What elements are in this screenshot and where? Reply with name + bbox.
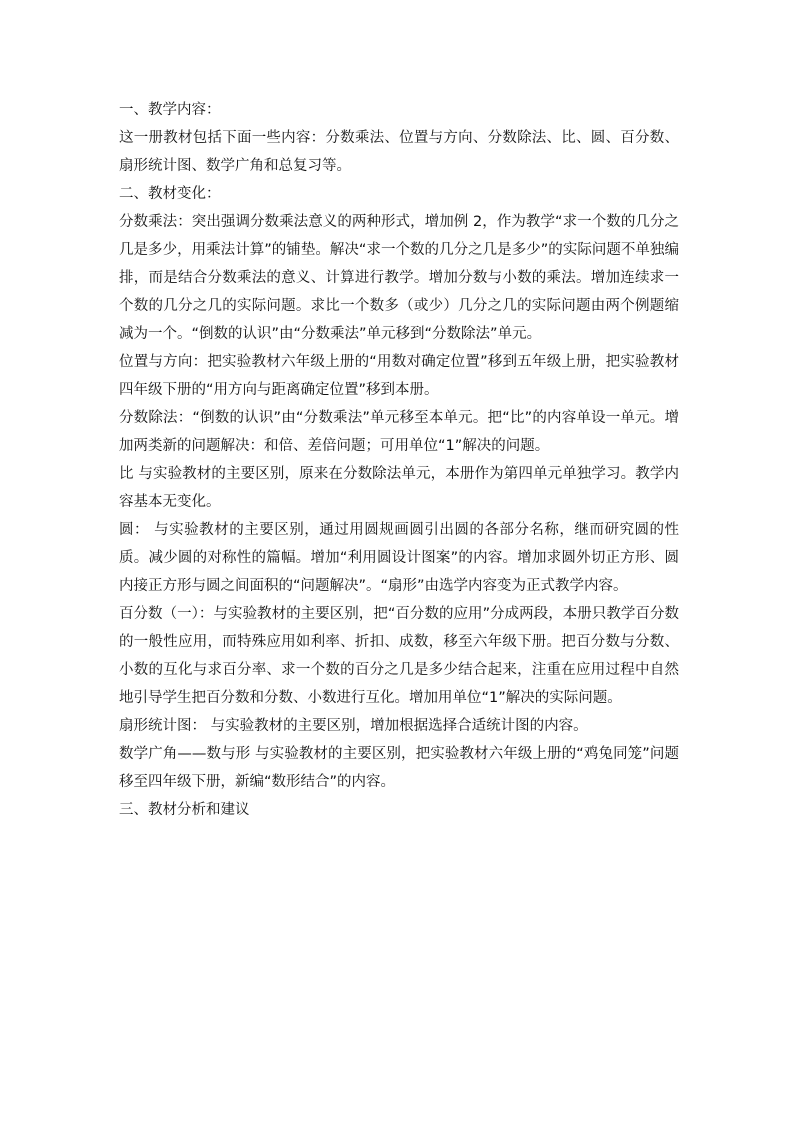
section-heading-teaching-content: 一、教学内容： [119,102,221,118]
paragraph-fraction-multiplication: 分数乘法：突出强调分数乘法意义的两种形式，增加例 2，作为教学“求一个数的几分之几是多少，用乘法计算”的铺垫。解决“求一个数的几分之几是多少”的实际问题不单独编排，而是结合分数乘法的意义、计算进行教学。增加分数与小数的乘法。增加连续求一个数的几分之几的实际问题。求比一个数多（或少）几分之几的实际问题由两个例题缩减为一个。“倒数的认识”由“分数乘法”单元移到“分数除法”单元。 [119,214,679,342]
paragraph-content-list: 这一册教材包括下面一些内容：分数乘法、位置与方向、分数除法、比、圆、百分数、扇形统计图、数学广角和总复习等。 [119,130,679,174]
paragraph-fraction-division: 分数除法：“倒数的认识”由“分数乘法”单元移至本单元。把“比”的内容单设一单元。增加两类新的问题解决：和倍、差倍问题；可用单位“1”解决的问题。 [119,410,679,454]
document-body [119,96,679,824]
paragraph-ratio: 比 与实验教材的主要区别，原来在分数除法单元，本册作为第四单元单独学习。教学内容基本无变化。 [119,466,679,510]
paragraph-math-wide-angle: 数学广角——数与形 与实验教材的主要区别，把实验教材六年级上册的“鸡兔同笼”问题移至四年级下册，新编“数形结合”的内容。 [119,746,679,790]
paragraph-position-direction: 位置与方向：把实验教材六年级上册的“用数对确定位置”移到五年级上册，把实验教材四年级下册的“用方向与距离确定位置”移到本册。 [119,354,679,398]
paragraph-circle: 圆： 与实验教材的主要区别，通过用圆规画圆引出圆的各部分名称，继而研究圆的性质。减少圆的对称性的篇幅。增加“利用圆设计图案”的内容。增加求圆外切正方形、圆内接正方形与圆之间面积的“问题解决”。“扇形”由选学内容变为正式教学内容。 [119,522,679,594]
section-heading-textbook-changes: 二、教材变化： [119,186,221,202]
section-heading-analysis-suggestions: 三、教材分析和建议 [119,802,250,818]
paragraph-percentage: 百分数（一）：与实验教材的主要区别，把“百分数的应用”分成两段，本册只教学百分数的一般性应用，而特殊应用如利率、折扣、成数，移至六年级下册。把百分数与分数、小数的互化与求百分率、求一个数的百分之几是多少结合起来，注重在应用过程中自然地引导学生把百分数和分数、小数进行互化。增加用单位“1”解决的实际问题。 [119,606,679,706]
paragraph-pie-chart: 扇形统计图： 与实验教材的主要区别，增加根据选择合适统计图的内容。 [119,718,588,734]
